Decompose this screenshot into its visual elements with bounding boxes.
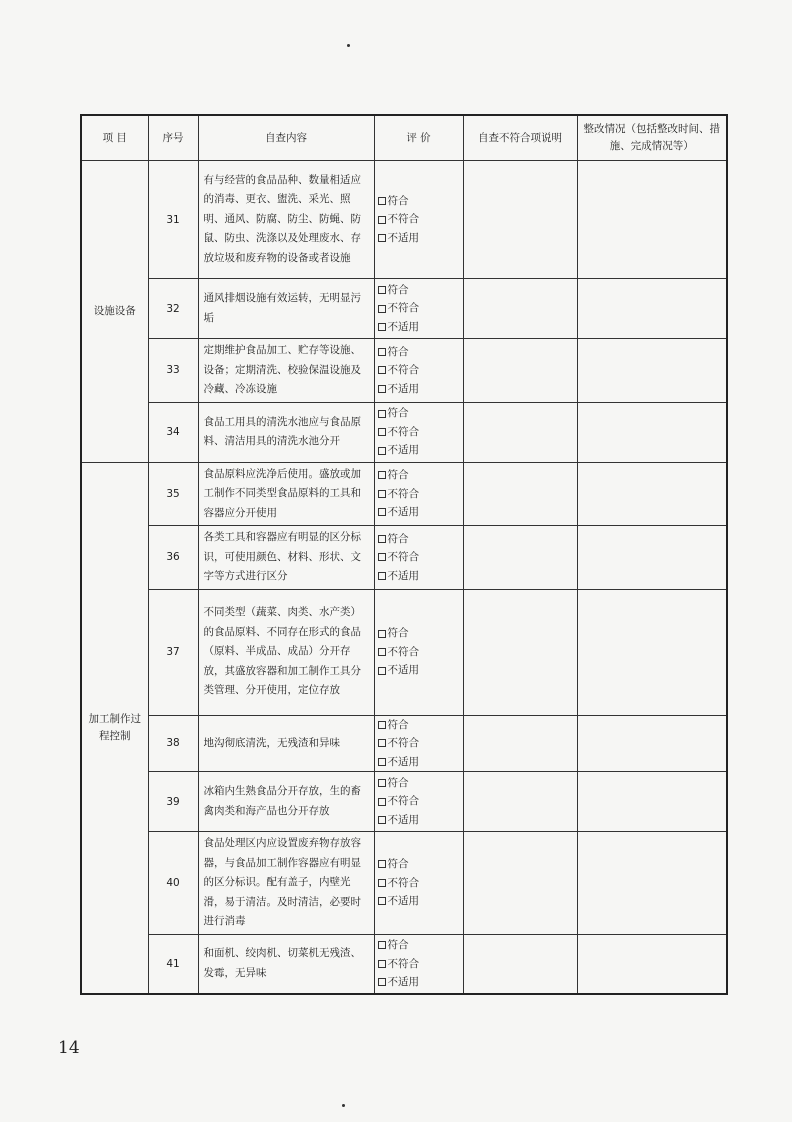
rectification-cell[interactable] [577,339,727,403]
evaluation-option[interactable] [378,567,463,586]
checkbox-icon[interactable] [378,978,386,986]
checkbox-icon[interactable] [378,630,386,638]
option-label: 符合 [387,283,409,296]
nonconformity-cell[interactable] [463,715,577,772]
option-label: 不符合 [387,795,419,808]
evaluation-option[interactable] [378,404,463,423]
nonconformity-cell[interactable] [463,402,577,462]
row-number: 39 [148,772,198,832]
evaluation-option[interactable] [378,716,463,735]
evaluation-cell [374,772,463,832]
evaluation-option[interactable] [378,361,463,380]
evaluation-cell [374,339,463,403]
rectification-cell[interactable] [577,462,727,526]
checkbox-icon[interactable] [378,779,386,787]
evaluation-option[interactable] [378,792,463,811]
option-label: 符合 [387,858,409,870]
checkbox-icon[interactable] [378,721,386,729]
option-label: 不符合 [387,957,419,970]
inspection-content: 地沟彻底清洗，无残渣和异味 [198,715,374,772]
evaluation-option[interactable] [378,955,463,974]
evaluation-option[interactable] [378,774,463,793]
inspection-content: 食品工用具的清洗水池应与食品原料、清洁用具的清洗水池分开 [198,402,374,462]
checkbox-icon[interactable] [378,941,386,949]
checkbox-icon[interactable] [378,960,386,968]
option-label: 符合 [387,345,409,358]
rectification-cell[interactable] [577,934,727,994]
option-label: 符合 [387,407,409,420]
nonconformity-cell[interactable] [463,339,577,403]
checkbox-icon[interactable] [378,286,386,294]
table-row [81,402,727,462]
evaluation-cell [374,589,463,715]
option-label: 不适用 [387,320,419,333]
row-number: 37 [148,589,198,715]
checkbox-icon[interactable] [378,385,386,393]
inspection-content: 食品原料应洗净后使用。盛放或加工制作不同类型食品原料的工具和容器应分开使用 [198,462,374,526]
evaluation-option[interactable] [378,530,463,549]
evaluation-option[interactable] [378,485,463,504]
evaluation-option[interactable] [378,892,463,911]
checkbox-icon[interactable] [378,739,386,747]
checkbox-icon[interactable] [378,648,386,656]
table-row [81,161,727,279]
option-label: 不符合 [387,876,419,889]
header-item: 项 目 [81,115,148,161]
checkbox-icon[interactable] [378,216,386,224]
evaluation-option[interactable] [378,643,463,662]
evaluation-option[interactable] [378,192,463,211]
checkbox-icon[interactable] [378,816,386,824]
checkbox-icon[interactable] [378,798,386,806]
checkbox-icon[interactable] [378,667,386,675]
checkbox-icon[interactable] [378,471,386,479]
evaluation-option[interactable] [378,753,463,772]
nonconformity-cell[interactable] [463,589,577,715]
row-number: 35 [148,462,198,526]
category-cell: 设施设备 [81,161,148,463]
inspection-content: 各类工具和容器应有明显的区分标识，可使用颜色、材料、形状、文字等方式进行区分 [198,526,374,590]
checkbox-icon[interactable] [378,572,386,580]
checkbox-icon[interactable] [378,348,386,356]
evaluation-option[interactable] [378,210,463,229]
row-number: 38 [148,715,198,772]
rectification-cell[interactable] [577,161,727,279]
evaluation-option[interactable] [378,380,463,399]
checkbox-icon[interactable] [378,535,386,543]
header-evaluation: 评 价 [374,115,463,161]
option-label: 不符合 [387,645,419,658]
inspection-content: 有与经营的食品品种、数量相适应的消毒、更衣、盥洗、采光、照明、通风、防腐、防尘、防蝇、防鼠、防虫、洗涤以及处理废水、存放垃圾和废弃物的设备或者设施 [198,161,374,279]
category-cell: 加工制作过程控制 [81,462,148,994]
option-label: 不符合 [387,364,419,376]
option-label: 不适用 [387,976,419,988]
row-number: 40 [148,832,198,935]
rectification-cell[interactable] [577,832,727,935]
option-label: 符合 [387,469,409,481]
row-number: 36 [148,526,198,590]
table-row [81,339,727,403]
row-number: 34 [148,402,198,462]
evaluation-option[interactable] [378,734,463,753]
option-label: 不适用 [387,895,419,907]
checkbox-icon[interactable] [378,428,386,436]
evaluation-option[interactable] [378,441,463,460]
page-number: 14 [58,1038,80,1058]
checkbox-icon[interactable] [378,553,386,561]
rectification-cell[interactable] [577,589,727,715]
row-number: 31 [148,161,198,279]
option-label: 不符合 [387,551,419,563]
inspection-content: 定期维护食品加工、贮存等设施、设备；定期清洗、校验保温设施及冷藏、冷冻设施 [198,339,374,403]
option-label: 不符合 [387,425,419,438]
option-label: 不适用 [387,569,419,582]
checkbox-icon[interactable] [378,490,386,498]
checkbox-icon[interactable] [378,323,386,331]
evaluation-option[interactable] [378,343,463,362]
nonconformity-cell[interactable] [463,526,577,590]
header-content: 自查内容 [198,115,374,161]
evaluation-option[interactable] [378,229,463,248]
option-label: 不适用 [387,444,419,457]
evaluation-option[interactable] [378,423,463,442]
option-label: 符合 [387,718,409,731]
nonconformity-cell[interactable] [463,462,577,526]
row-number: 32 [148,279,198,339]
option-label: 不符合 [387,213,419,226]
table-row [81,934,727,994]
checkbox-icon[interactable] [378,234,386,242]
option-label: 不适用 [387,813,419,826]
evaluation-option[interactable] [378,299,463,318]
inspection-content: 食品处理区内应设置废弃物存放容器，与食品加工制作容器应有明显的区分标识。配有盖子，内壁光滑，易于清洁。及时清洁，必要时进行消毒 [198,832,374,935]
table-row [81,715,727,772]
inspection-content: 通风排烟设施有效运转，无明显污垢 [198,279,374,339]
evaluation-option[interactable] [378,874,463,893]
evaluation-option[interactable] [378,281,463,300]
table-row [81,589,727,715]
header-nonconformity: 自查不符合项说明 [463,115,577,161]
evaluation-option[interactable] [378,936,463,955]
evaluation-option[interactable] [378,973,463,992]
rectification-cell[interactable] [577,279,727,339]
nonconformity-cell[interactable] [463,279,577,339]
inspection-content: 冰箱内生熟食品分开存放，生的畜禽肉类和海产品也分开存放 [198,772,374,832]
scan-mark [342,1104,345,1107]
header-rectification: 整改情况（包括整改时间、措施、完成情况等） [577,115,727,161]
evaluation-cell [374,462,463,526]
evaluation-cell [374,832,463,935]
self-inspection-table [80,114,728,995]
nonconformity-cell[interactable] [463,934,577,994]
checkbox-icon[interactable] [378,447,386,455]
option-label: 不适用 [387,231,419,244]
evaluation-cell [374,934,463,994]
option-label: 不适用 [387,664,419,677]
table-row [81,772,727,832]
header-row [81,115,727,161]
evaluation-cell [374,715,463,772]
option-label: 不适用 [387,755,419,768]
rectification-cell[interactable] [577,402,727,462]
evaluation-option[interactable] [378,811,463,830]
table-row [81,832,727,935]
option-label: 符合 [387,939,409,951]
checkbox-icon[interactable] [378,897,386,905]
evaluation-cell [374,526,463,590]
option-label: 不适用 [387,382,419,395]
inspection-content: 和面机、绞肉机、切菜机无残渣、发霉，无异味 [198,934,374,994]
table-row [81,462,727,526]
table-row [81,279,727,339]
nonconformity-cell[interactable] [463,772,577,832]
header-seq: 序号 [148,115,198,161]
rectification-cell[interactable] [577,526,727,590]
option-label: 不适用 [387,506,419,518]
evaluation-cell [374,402,463,462]
checkbox-icon[interactable] [378,879,386,887]
option-label: 不符合 [387,737,419,749]
scan-mark [347,44,350,47]
checkbox-icon[interactable] [378,860,386,868]
nonconformity-cell[interactable] [463,832,577,935]
evaluation-option[interactable] [378,503,463,522]
row-number: 41 [148,934,198,994]
option-label: 不符合 [387,487,419,500]
option-label: 符合 [387,776,409,789]
rectification-cell[interactable] [577,772,727,832]
option-label: 符合 [387,194,409,207]
table-row [81,526,727,590]
evaluation-cell [374,161,463,279]
evaluation-option[interactable] [378,548,463,567]
evaluation-option[interactable] [378,466,463,485]
evaluation-option[interactable] [378,624,463,643]
nonconformity-cell[interactable] [463,161,577,279]
checkbox-icon[interactable] [378,197,386,205]
checkbox-icon[interactable] [378,410,386,418]
evaluation-option[interactable] [378,855,463,874]
evaluation-option[interactable] [378,318,463,337]
evaluation-option[interactable] [378,661,463,680]
evaluation-cell [374,279,463,339]
checkbox-icon[interactable] [378,758,386,766]
checkbox-icon[interactable] [378,305,386,313]
inspection-content: 不同类型（蔬菜、肉类、水产类）的食品原料、不同存在形式的食品（原料、半成品、成品）分开存放，其盛放容器和加工制作工具分类管理、分开使用，定位存放 [198,589,374,715]
rectification-cell[interactable] [577,715,727,772]
option-label: 符合 [387,532,409,545]
option-label: 不符合 [387,302,419,315]
checkbox-icon[interactable] [378,366,386,374]
option-label: 符合 [387,627,409,640]
row-number: 33 [148,339,198,403]
checkbox-icon[interactable] [378,508,386,516]
